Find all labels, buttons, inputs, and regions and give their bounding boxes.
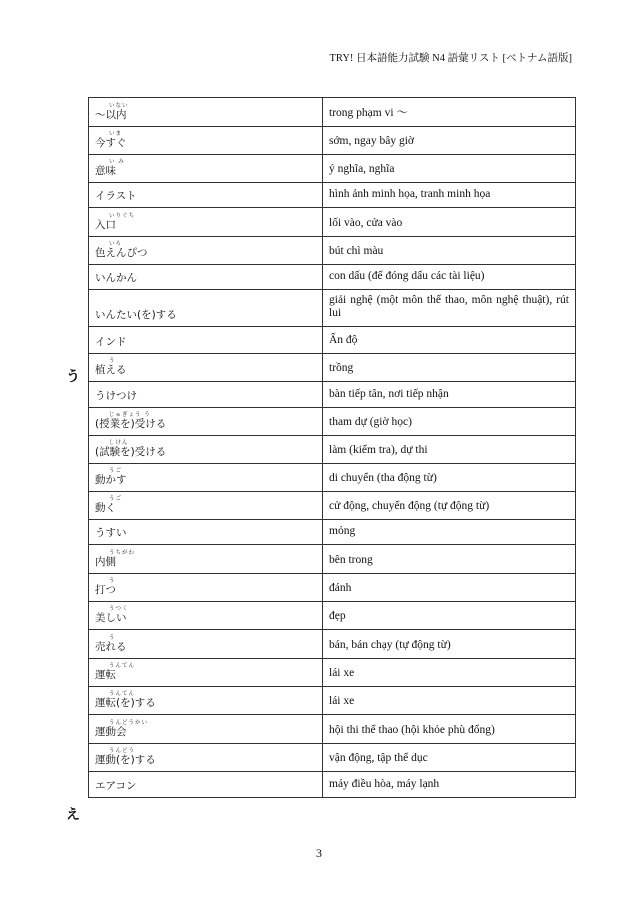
- furigana: いま: [109, 130, 123, 137]
- table-row: [89, 354, 576, 382]
- term-cell: [89, 574, 323, 602]
- japanese-term: 意味: [95, 164, 116, 177]
- vietnamese-meaning: di chuyển (tha động từ): [323, 464, 576, 492]
- japanese-term: うけつけ: [95, 389, 137, 402]
- table-row: [89, 545, 576, 574]
- term-cell: [89, 772, 323, 798]
- japanese-term: 運動(を)する: [95, 753, 156, 766]
- furigana: うちがわ: [109, 549, 136, 556]
- furigana: うんてん: [109, 662, 136, 669]
- japanese-term: いんたい(を)する: [95, 308, 177, 321]
- vietnamese-meaning: Ấn độ: [323, 327, 576, 354]
- table-row: [89, 290, 576, 327]
- japanese-term: 内側: [95, 555, 116, 568]
- furigana: うご: [109, 495, 123, 502]
- vietnamese-meaning: vận động, tập thể dục: [323, 744, 576, 772]
- furigana: うご: [109, 467, 123, 474]
- term-cell: [89, 155, 323, 183]
- table-row: [89, 772, 576, 798]
- table-row: [89, 183, 576, 208]
- vietnamese-meaning: trồng: [323, 354, 576, 382]
- term-cell: [89, 382, 323, 408]
- table-row: [89, 436, 576, 464]
- term-cell: [89, 127, 323, 155]
- table-row: [89, 265, 576, 290]
- vietnamese-meaning: bên trong: [323, 545, 576, 574]
- vietnamese-meaning: làm (kiểm tra), dự thi: [323, 436, 576, 464]
- term-cell: [89, 520, 323, 545]
- japanese-term: 打つ: [95, 583, 116, 596]
- furigana: うつく: [109, 605, 129, 612]
- term-cell: [89, 183, 323, 208]
- furigana: うんどうかい: [109, 719, 149, 726]
- term-cell: [89, 265, 323, 290]
- japanese-term: (試験を)受ける: [95, 445, 167, 458]
- term-cell: [89, 327, 323, 354]
- japanese-term: イラスト: [95, 189, 137, 202]
- table-row: [89, 630, 576, 659]
- vietnamese-meaning: ý nghĩa, nghĩa: [323, 155, 576, 183]
- term-cell: [89, 687, 323, 715]
- vietnamese-meaning: lối vào, cửa vào: [323, 208, 576, 237]
- table-row: [89, 715, 576, 744]
- term-cell: [89, 492, 323, 520]
- vietnamese-meaning: bán, bán chạy (tự động từ): [323, 630, 576, 659]
- furigana: い み: [109, 158, 125, 165]
- table-row: [89, 327, 576, 354]
- term-cell: [89, 290, 323, 327]
- japanese-term: (授業を)受ける: [95, 417, 167, 430]
- vietnamese-meaning: sớm, ngay bây giờ: [323, 127, 576, 155]
- table-row: [89, 155, 576, 183]
- furigana: いろ: [109, 240, 123, 247]
- term-cell: [89, 602, 323, 630]
- japanese-term: インド: [95, 335, 127, 348]
- vietnamese-meaning: tham dự (giờ học): [323, 408, 576, 436]
- furigana: うんどう: [109, 747, 136, 754]
- japanese-term: 動かす: [95, 473, 127, 486]
- vietnamese-meaning: bàn tiếp tân, nơi tiếp nhận: [323, 382, 576, 408]
- japanese-term: 色えんぴつ: [95, 246, 148, 259]
- table-row: [89, 687, 576, 715]
- furigana: じゅぎょう う: [109, 411, 151, 418]
- japanese-term: 売れる: [95, 640, 127, 653]
- table-row: [89, 492, 576, 520]
- table-row: [89, 520, 576, 545]
- vietnamese-meaning: trong phạm vi ～: [323, 98, 576, 127]
- vietnamese-meaning: giải nghệ (một môn thể thao, môn nghệ thuật), rút lui: [323, 290, 576, 327]
- table-row: [89, 602, 576, 630]
- vietnamese-meaning: bút chì màu: [323, 237, 576, 265]
- term-cell: [89, 744, 323, 772]
- vietnamese-meaning: hình ảnh minh họa, tranh minh họa: [323, 183, 576, 208]
- term-cell: [89, 659, 323, 687]
- furigana: しけん: [109, 439, 129, 446]
- japanese-term: 運転(を)する: [95, 696, 156, 709]
- japanese-term: 美しい: [95, 611, 127, 624]
- term-cell: [89, 630, 323, 659]
- term-cell: [89, 545, 323, 574]
- vietnamese-meaning: máy điều hòa, máy lạnh: [323, 772, 576, 798]
- furigana: う: [109, 577, 116, 584]
- furigana: うんてん: [109, 690, 136, 697]
- furigana: いりぐち: [109, 212, 136, 219]
- section-label-e: え: [66, 807, 80, 823]
- table-row: [89, 127, 576, 155]
- vietnamese-meaning: đẹp: [323, 602, 576, 630]
- japanese-term: 植える: [95, 363, 127, 376]
- japanese-term: 運動会: [95, 725, 127, 738]
- table-row: [89, 744, 576, 772]
- term-cell: [89, 436, 323, 464]
- table-row: [89, 574, 576, 602]
- term-cell: [89, 408, 323, 436]
- table-row: [89, 98, 576, 127]
- table-row: [89, 208, 576, 237]
- term-cell: [89, 98, 323, 127]
- japanese-term: うすい: [95, 526, 127, 539]
- vietnamese-meaning: con dấu (để đóng dấu các tài liệu): [323, 265, 576, 290]
- vietnamese-meaning: hội thi thể thao (hội khỏe phù đổng): [323, 715, 576, 744]
- vietnamese-meaning: lái xe: [323, 659, 576, 687]
- japanese-term: 動く: [95, 501, 116, 514]
- japanese-term: 入口: [95, 218, 116, 231]
- japanese-term: いんかん: [95, 271, 137, 284]
- vocabulary-table: [88, 97, 576, 798]
- furigana: いない: [109, 102, 129, 109]
- furigana: う: [109, 634, 116, 641]
- term-cell: [89, 354, 323, 382]
- term-cell: [89, 715, 323, 744]
- table-row: [89, 382, 576, 408]
- term-cell: [89, 208, 323, 237]
- vietnamese-meaning: mỏng: [323, 520, 576, 545]
- term-cell: [89, 237, 323, 265]
- vietnamese-meaning: lái xe: [323, 687, 576, 715]
- page-number: 3: [316, 846, 322, 860]
- japanese-term: エアコン: [95, 779, 137, 792]
- vietnamese-meaning: cử động, chuyển động (tự động từ): [323, 492, 576, 520]
- section-label-u: う: [66, 369, 80, 385]
- page-header: TRY! 日本語能力試験 N4 語彙リスト [ベトナム語版]: [329, 53, 572, 64]
- table-row: [89, 408, 576, 436]
- japanese-term: 運転: [95, 668, 116, 681]
- table-row: [89, 237, 576, 265]
- table-row: [89, 659, 576, 687]
- furigana: う: [109, 357, 116, 364]
- table-row: [89, 464, 576, 492]
- vietnamese-meaning: đánh: [323, 574, 576, 602]
- japanese-term: ～以内: [95, 108, 127, 121]
- japanese-term: 今すぐ: [95, 136, 127, 149]
- term-cell: [89, 464, 323, 492]
